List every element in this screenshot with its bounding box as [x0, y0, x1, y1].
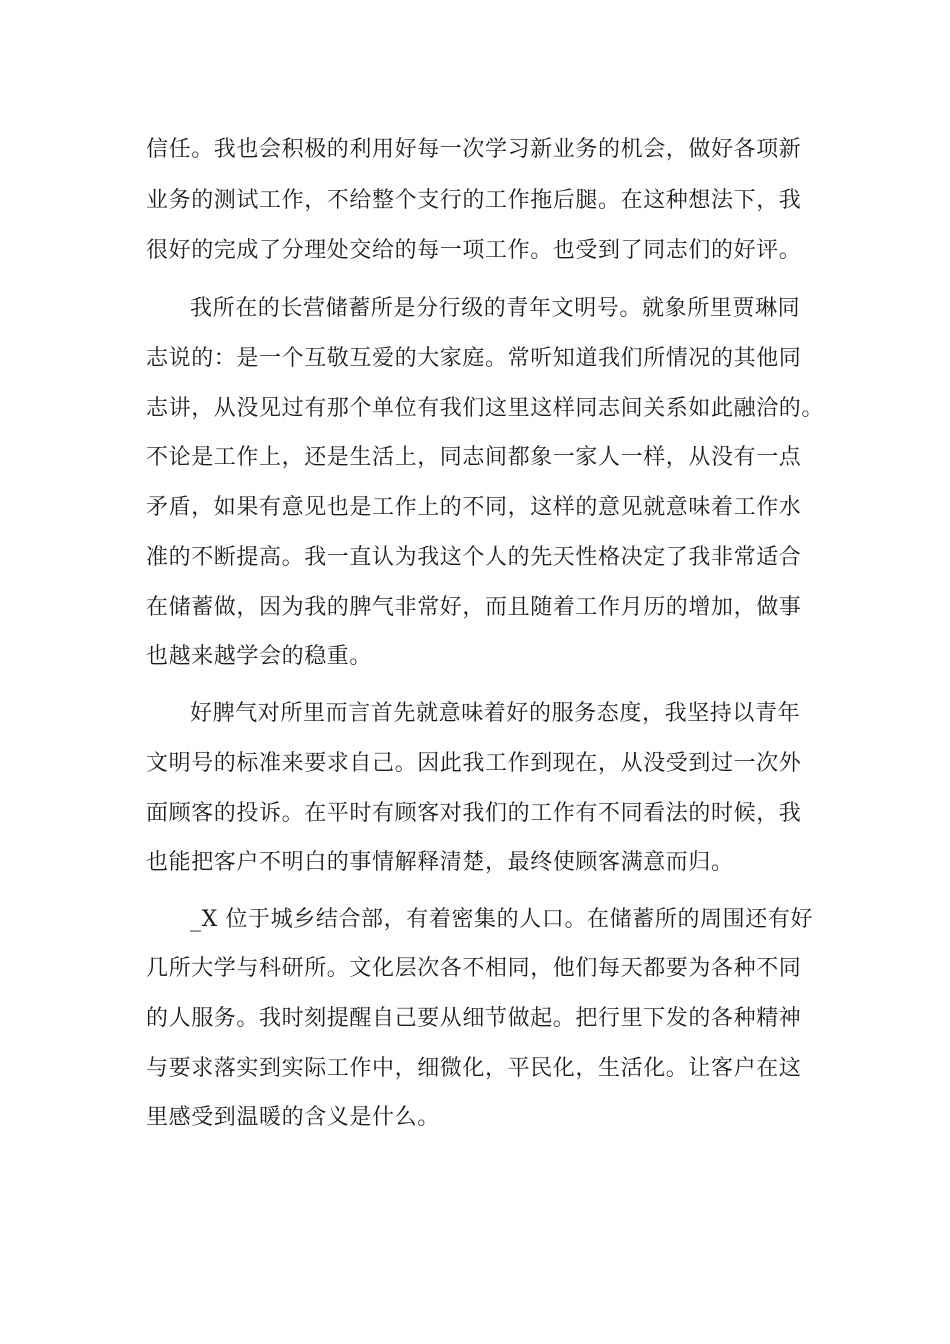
paragraph-1-line-1: 信任。我也会积极的利用好每一次学习新业务的机会，做好各项新 — [146, 137, 802, 162]
paragraph-2-line-6: 准的不断提高。我一直认为我这个人的先天性格决定了我非常适合 — [146, 545, 802, 570]
paragraph-4-line-2: 几所大学与科研所。文化层次各不相同，他们每天都要为各种不同 — [146, 956, 802, 981]
paragraph-2-line-2: 志说的：是一个互敬互爱的大家庭。常听知道我们所情况的其他同 — [146, 346, 802, 371]
paragraph-2-line-1: 我所在的长营储蓄所是分行级的青年文明号。就象所里贾琳同 — [190, 296, 801, 321]
paragraph-2-line-3: 志讲，从没见过有那个单位有我们这里这样同志间关系如此融洽的。 — [146, 396, 825, 421]
paragraph-1-line-2: 业务的测试工作，不给整个支行的工作拖后腿。在这种想法下，我 — [146, 188, 802, 213]
paragraph-1-line-3: 很好的完成了分理处交给的每一项工作。也受到了同志们的好评。 — [146, 238, 802, 263]
paragraph-3-line-4: 也能把客户不明白的事情解释清楚，最终使顾客满意而归。 — [146, 850, 734, 875]
paragraph-2-line-4: 不论是工作上，还是生活上，同志间都象一家人一样，从没有一点 — [146, 445, 802, 470]
paragraph-3-line-3: 面顾客的投诉。在平时有顾客对我们的工作有不同看法的时候，我 — [146, 801, 802, 826]
paragraph-3-line-1: 好脾气对所里而言首先就意味着好的服务态度，我坚持以青年 — [190, 701, 801, 726]
paragraph-2-line-5: 矛盾，如果有意见也是工作上的不同，这样的意见就意味着工作水 — [146, 495, 802, 520]
paragraph-2-line-7: 在储蓄做，因为我的脾气非常好，而且随着工作月历的增加，做事 — [146, 595, 802, 620]
paragraph-4-line-1: _X 位于城乡结合部，有着密集的人口。在储蓄所的周围还有好 — [190, 907, 814, 932]
paragraph-4-line-3: 的人服务。我时刻提醒自己要从细节做起。把行里下发的各种精神 — [146, 1006, 802, 1031]
paragraph-3-line-2: 文明号的标准来要求自己。因此我工作到现在，从没受到过一次外 — [146, 751, 802, 776]
paragraph-4-line-5: 里感受到温暖的含义是什么。 — [146, 1105, 440, 1130]
paragraph-2-line-8: 也越来越学会的稳重。 — [146, 644, 373, 669]
paragraph-4-line-4: 与要求落实到实际工作中，细微化，平民化，生活化。让客户在这 — [146, 1056, 802, 1081]
